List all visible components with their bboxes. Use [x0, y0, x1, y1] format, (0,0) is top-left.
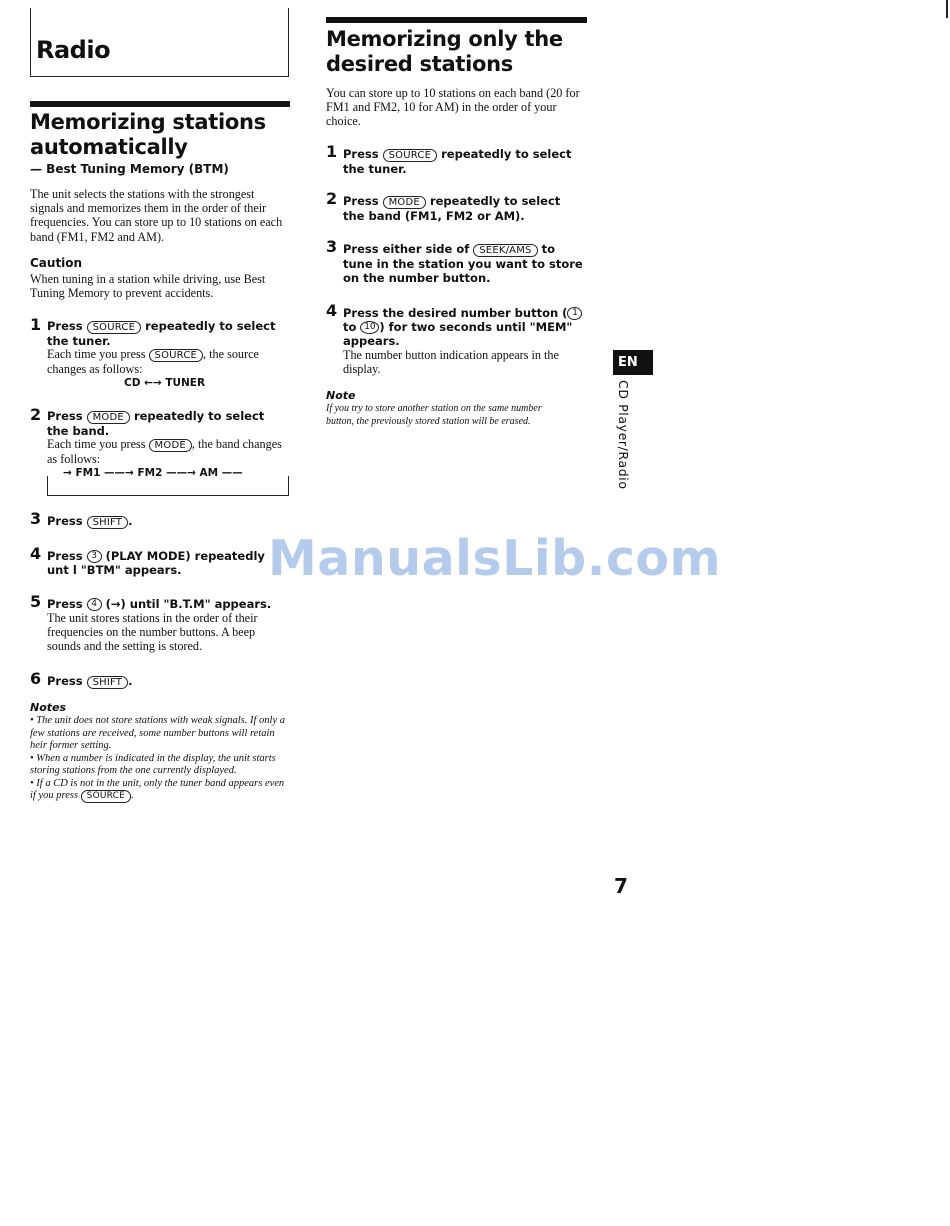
step-description [47, 437, 287, 466]
note-item: • When a number is indicated in the display, the unit starts storing stations from the one currently displayed. [30, 752, 276, 776]
notes-heading: Notes [30, 701, 67, 714]
desc-text: Each time you press [47, 437, 146, 451]
band-cycle-box [47, 476, 289, 496]
step-text: (→) until "B.T.M" appears. [105, 597, 272, 611]
section-rule-right [326, 17, 587, 23]
step-description: The number button indication appears in the display. [343, 348, 559, 377]
step-number: 3 [30, 509, 42, 528]
shift-key: SHIFT [87, 516, 129, 529]
step-text: to [343, 320, 357, 334]
desc-text: Each time you press [47, 347, 146, 361]
left-heading: Memorizing stations automatically [30, 110, 266, 159]
mode-key: MODE [383, 196, 426, 209]
button-4-icon: 4 [87, 598, 102, 611]
caution-text: When tuning in a station while driving, use Best Tuning Memory to prevent accidents. [30, 272, 266, 301]
shift-key: SHIFT [87, 676, 129, 689]
step-text: Press the desired number button ( [343, 306, 568, 320]
note-text: If you try to store another station on the same number button, the previously stored station will be erased. [326, 403, 542, 427]
step-text: Press [47, 597, 83, 611]
step-text: to tune in the station you want to store on the number button. [343, 242, 583, 285]
step-text: repeatedly to select the band. [47, 409, 265, 438]
scan-edge-mark [946, 0, 948, 18]
source-key: SOURCE [149, 349, 204, 362]
desc-text: , the band changes as follows: [47, 437, 282, 466]
step-number: 1 [30, 315, 42, 334]
button-10-icon: 10 [360, 321, 379, 334]
section-title: Radio [36, 36, 111, 64]
step-instruction [47, 319, 292, 348]
step-instruction [343, 194, 578, 223]
language-tab: EN [613, 350, 653, 375]
note-text: • If a CD is not in the unit, only the tuner band appears even if you press [30, 777, 285, 801]
button-1-icon: 1 [567, 307, 582, 320]
right-heading: Memorizing only the desired stations [326, 27, 563, 76]
mode-key: MODE [149, 439, 192, 452]
step-text: Press [47, 409, 83, 423]
step-text: Press [343, 194, 379, 208]
source-key: SOURCE [87, 321, 142, 334]
step-instruction [47, 514, 133, 529]
step-description: The unit stores stations in the order of their frequencies on the number buttons. A beep sounds and the setting is stored. [47, 611, 258, 654]
step-number: 6 [30, 669, 42, 688]
left-intro: The unit selects the stations with the strongest signals and memorizes them in the order of their frequencies. You can store up to 10 stations on each band (FM1, FM2 and AM). [30, 187, 283, 244]
button-3-icon: 3 [87, 550, 102, 563]
step-number: 5 [30, 592, 42, 611]
step-text: Press [47, 674, 83, 688]
chapter-side-label: CD Player/Radio [616, 380, 631, 490]
step-instruction [343, 306, 588, 348]
page-number: 7 [614, 874, 628, 898]
note-item: • If a CD is not in the unit, only the tuner band appears even if you press SOURCE . [30, 777, 285, 801]
band-flow: → FM1 ——→ FM2 ——→ AM —— [60, 467, 246, 479]
section-rule-left [30, 101, 290, 107]
mode-key: MODE [87, 411, 130, 424]
step-number: 2 [326, 189, 338, 208]
left-subtitle: — Best Tuning Memory (BTM) [30, 162, 229, 176]
note-item: • The unit does not store stations with weak signals. If only a few stations are received, some number buttons will retain heir former setting. [30, 715, 285, 751]
step-text: repeatedly to select the tuner. [343, 147, 572, 176]
step-text: (PLAY MODE) repeatedly unt l "BTM" appears. [47, 549, 265, 577]
step-text: Press [47, 514, 83, 528]
step-number: 2 [30, 405, 42, 424]
step-instruction [47, 597, 292, 611]
step-text: . [128, 514, 133, 528]
notes-list [30, 715, 285, 803]
step-text: Press either side of [343, 242, 470, 256]
step-instruction [343, 242, 583, 285]
step-instruction [47, 409, 282, 438]
step-text: Press [47, 549, 83, 563]
caution-heading: Caution [30, 256, 83, 270]
step-number: 4 [326, 301, 338, 320]
step-text: repeatedly to select the tuner. [47, 319, 276, 348]
step-instruction [343, 147, 588, 176]
desc-text: , the source changes as follows: [47, 347, 259, 376]
step-instruction [47, 549, 287, 577]
step-text: . [128, 674, 133, 688]
step-text: repeatedly to select the band (FM1, FM2 or AM). [343, 194, 561, 223]
step-text: Press [343, 147, 379, 161]
step-number: 3 [326, 237, 338, 256]
source-key: SOURCE [81, 790, 131, 803]
source-key: SOURCE [383, 149, 438, 162]
step-instruction [47, 674, 133, 689]
note-heading: Note [326, 389, 356, 402]
seek-ams-key: SEEK/AMS [473, 244, 537, 257]
source-flow: CD ←→ TUNER [124, 377, 206, 389]
step-description [47, 347, 292, 376]
step-text: Press [47, 319, 83, 333]
step-number: 4 [30, 544, 42, 563]
right-intro: You can store up to 10 stations on each band (20 for FM1 and FM2, 10 for AM) in the order of your choice. [326, 86, 580, 129]
step-number: 1 [326, 142, 338, 161]
step-text: ) for two seconds until "MEM" appears. [343, 320, 573, 348]
watermark: ManualsLib.com [268, 530, 722, 587]
